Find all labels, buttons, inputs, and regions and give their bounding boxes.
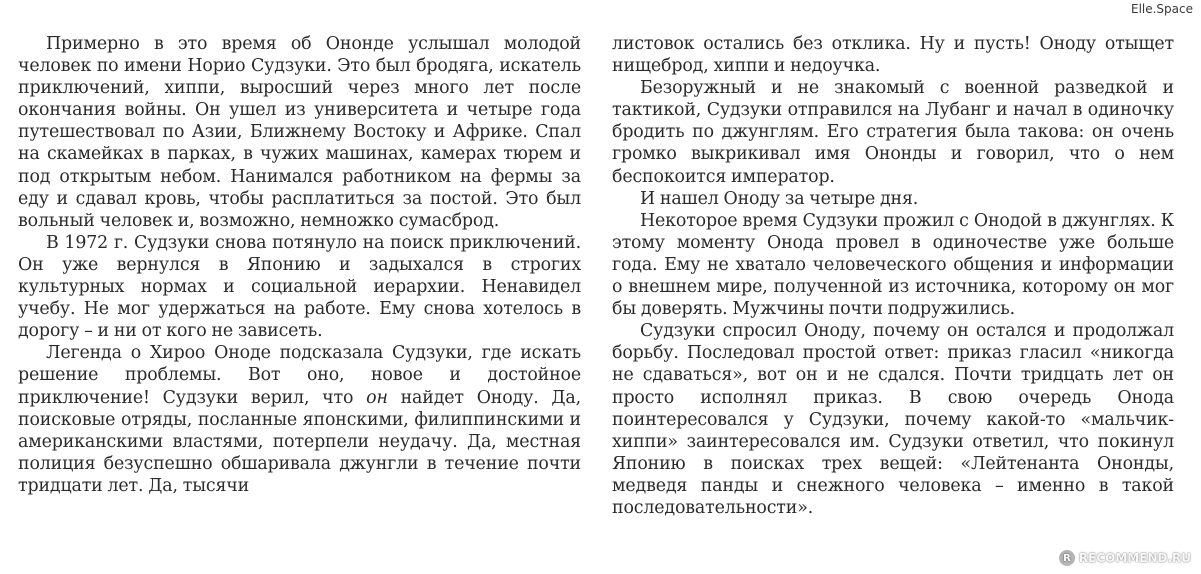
paragraph-continuation: листовок остались без отклика. Ну и пусть! Оноду отыщет нищеброд, хиппи и недоучка. xyxy=(612,34,1174,77)
paragraph: Некоторое время Судзуки прожил с Онодой в джунглях. К этому моменту Онода провел в одиночестве уже больше года. Ему не хватало человеческого общения и информации о внешнем мире, полученной из источника, которому он мог бы доверять. Мужчины почти подружились. xyxy=(612,210,1174,320)
watermark-text: RECOMMEND.RU xyxy=(1078,551,1191,565)
paragraph: Судзуки спросил Оноду, почему он остался и продолжал борьбу. Последовал простой ответ: приказ гласил «никогда не сдаваться», вот он и не сдался. Почти тридцать лет он просто исполнял приказ. В свою очередь Онода поинтересовался у Судзуки, почему какой-то «мальчик-хиппи» заинтересовался им. Судзуки ответил, что покинул Японию в поисках трех вещей: «Лейтенанта Ононды, медведя панды и снежного человека – именно в такой последовательности». xyxy=(612,321,1174,518)
right-text-column xyxy=(612,33,1174,519)
paragraph: Примерно в это время об Ононде услышал молодой человек по имени Норио Судзуки. Это был бродяга, искатель приключений, хиппи, выросший через много лет после окончания войны. Он ушел из университета и четыре года путешествовал по Азии, Ближнему Востоку и Африке. Спал на скамейках в парках, в чужих машинах, камерах тюрем и под открытым небом. Нанимался работником на фермы за еду и сдавал кровь, чтобы расплатиться за постой. Это был вольный человек и, возможно, немножко сумасброд. xyxy=(18,34,581,231)
left-text-column xyxy=(18,33,581,497)
paragraph: Безоружный и не знакомый с военной разведкой и тактикой, Судзуки отправился на Лубанг и начал в одиночку бродить по джунглям. Его стратегия была такова: он очень громко выкрикивал имя Ононды и говорил, что о нем беспокоится император. xyxy=(612,78,1174,187)
text-run: Легенда о Хироо Оноде подсказала Судзуки, где искать решение проблемы. Вот оно, новое и достойное приключение! Судзуки верил, что xyxy=(18,343,581,408)
paragraph xyxy=(18,342,581,497)
emphasized-word: он xyxy=(366,387,388,408)
watermark xyxy=(1059,550,1191,566)
source-label: Elle.Space xyxy=(1130,2,1193,16)
paragraph: И нашел Оноду за четыре дня. xyxy=(640,188,919,209)
text-run: найдет Оноду. Да, поисковые отряды, посланные японскими, филиппинскими и американскими властями, потерпели неудачу. Да, местная полиция безуспешно обшаривала джунгли в течение почти тридцати лет. Да, тысячи xyxy=(18,387,581,496)
watermark-logo-icon: R xyxy=(1059,550,1075,566)
paragraph: В 1972 г. Судзуки снова потянуло на поиск приключений. Он уже вернулся в Японию и задыхался в строгих культурных нормах и социальной иерархии. Ненавидел учебу. Не мог удержаться на работе. Ему снова хотелось в дорогу – и ни от кого не зависеть. xyxy=(18,232,581,342)
